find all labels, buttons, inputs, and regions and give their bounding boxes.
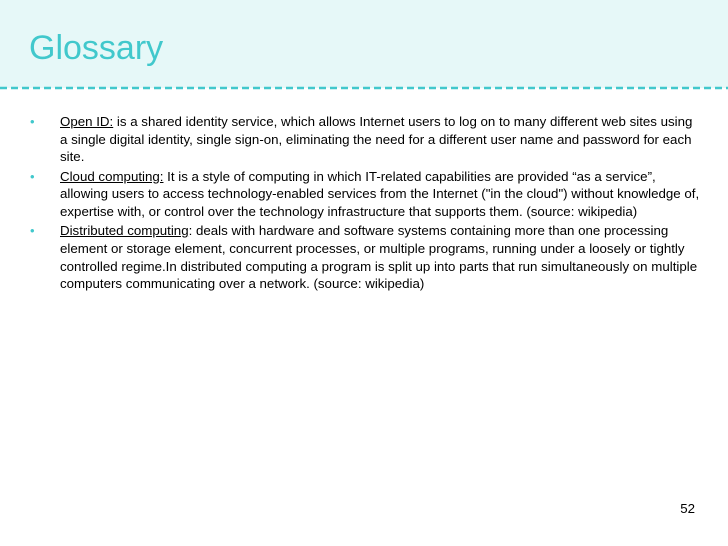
glossary-term: Open ID:: [60, 114, 114, 129]
glossary-definition: : deals with hardware and software systems containing more than one processing element or storage element, concurrent processes, or multiple programs, running under a loosely or tightly controlled regime.In distributed computing a program is split up into parts that run simultaneously on multiple computers communicating over a network. (source: wikipedia): [60, 223, 698, 292]
list-item: [30, 113, 700, 166]
bullet-icon: •: [30, 168, 35, 184]
bullet-icon: •: [30, 114, 35, 129]
slide-title: Glossary: [29, 29, 164, 67]
list-item: [30, 222, 700, 293]
list-item: [30, 168, 700, 221]
dashed-divider: [0, 86, 728, 90]
glossary-list: [30, 113, 700, 295]
bullet-icon: •: [30, 223, 35, 239]
glossary-term: Cloud computing:: [60, 168, 164, 184]
page-number: 52: [680, 501, 695, 516]
glossary-definition: is a shared identity service, which allows Internet users to log on to many different web sites using a single digital identity, single sign-on, eliminating the need for a different user name and password for each site.: [60, 114, 693, 165]
glossary-term: Distributed computing: [60, 223, 189, 239]
glossary-definition: It is a style of computing in which IT-related capabilities are provided “as a service”, allowing users to access technology-enabled services from the Internet ("in the cloud") without knowledge of, expertise with, or control over the technology infrastructure that supports them. (source: wikipedia): [60, 168, 700, 220]
